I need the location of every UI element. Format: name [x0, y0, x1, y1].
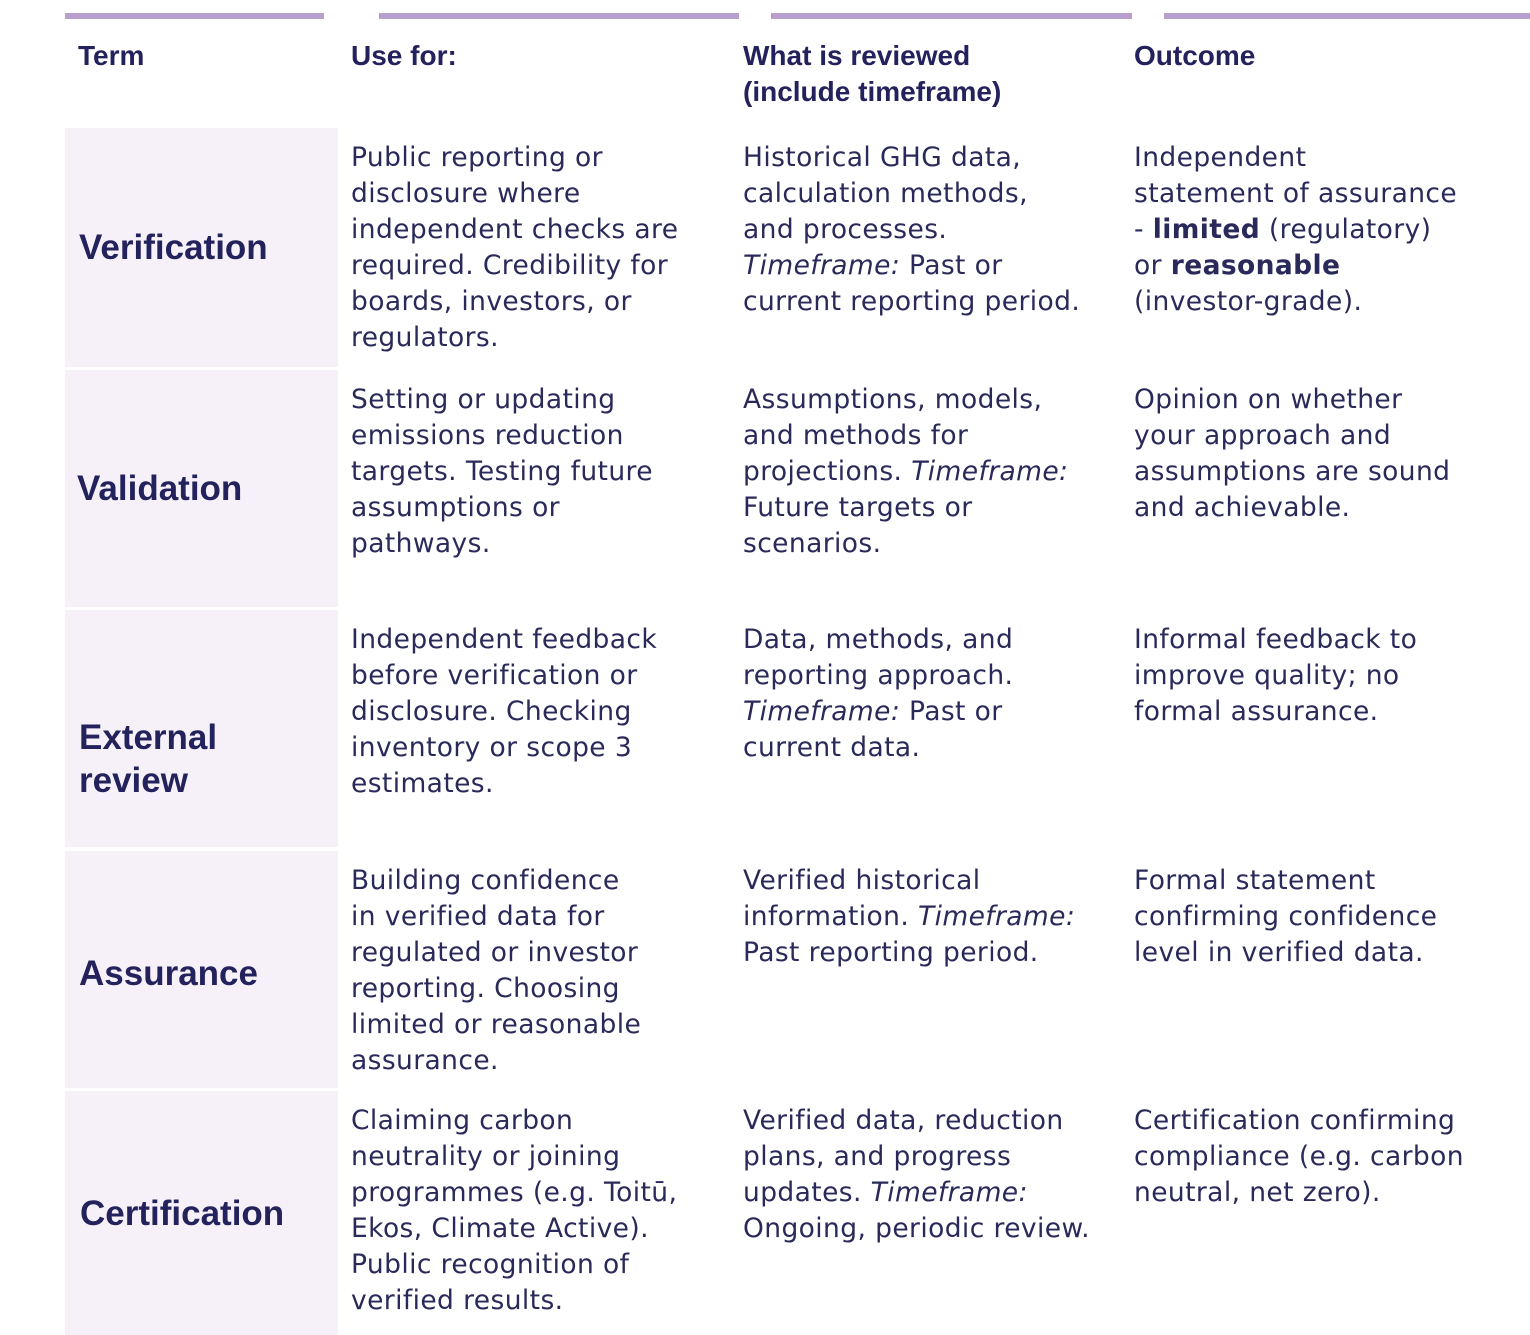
reviewed-cell	[743, 1103, 1123, 1247]
term-cell	[65, 370, 338, 607]
table-row	[0, 128, 1530, 367]
outcome-text: (investor-grade).	[1134, 286, 1363, 317]
term-label: External review	[79, 718, 218, 800]
use-for-cell: Public reporting or disclosure where independent checks are required. Credibility for boards, investors, or regulators.	[351, 142, 679, 353]
header-reviewed: What is reviewed (include timeframe)	[743, 40, 1002, 107]
term-label: Assurance	[79, 954, 258, 993]
column-rule-outcome	[1164, 13, 1530, 19]
outcome-cell	[1134, 140, 1526, 320]
timeframe-label: Timeframe:	[743, 250, 901, 281]
table-row	[0, 610, 1530, 847]
reviewed-text: Verified data, reduction plans, and progress updates.	[743, 1105, 1064, 1208]
timeframe-label: Timeframe:	[911, 456, 1069, 487]
header-outcome: Outcome	[1134, 40, 1256, 71]
reviewed-text: Verified historical information.	[743, 865, 981, 932]
outcome-emphasis-reasonable: reasonable	[1170, 250, 1341, 281]
reviewed-cell	[743, 140, 1123, 320]
term-label: Validation	[77, 469, 243, 508]
outcome-emphasis-limited: limited	[1152, 214, 1261, 245]
table-row	[0, 1091, 1530, 1335]
timeframe-value: Past reporting period.	[743, 937, 1039, 968]
column-rule-reviewed	[771, 13, 1132, 19]
reviewed-text: Data, methods, and reporting approach.	[743, 624, 1014, 691]
timeframe-value: Past or current reporting period.	[743, 250, 1081, 317]
outcome-cell: Opinion on whether your approach and assumptions are sound and achievable.	[1134, 384, 1451, 523]
use-for-cell: Building confidence in verified data for regulated or investor reporting. Choosing limited or reasonable assurance.	[351, 865, 642, 1076]
outcome-cell: Informal feedback to improve quality; no formal assurance.	[1134, 624, 1418, 727]
timeframe-value: Ongoing, periodic review.	[743, 1213, 1090, 1244]
timeframe-label: Timeframe:	[743, 696, 901, 727]
reviewed-text: Historical GHG data, calculation methods, and processes.	[743, 142, 1028, 245]
term-cell	[65, 128, 338, 367]
term-label: Verification	[79, 228, 268, 267]
use-for-cell: Independent feedback before verification or disclosure. Checking inventory or scope 3 estimates.	[351, 624, 658, 799]
reviewed-cell	[743, 863, 1123, 971]
outcome-text: (regulatory) or	[1134, 214, 1432, 281]
timeframe-value: Past or current data.	[743, 696, 1003, 763]
header-use-for: Use for:	[351, 40, 457, 71]
term-label: Certification	[80, 1193, 285, 1233]
outcome-cell: Formal statement confirming confidence level in verified data.	[1134, 865, 1438, 968]
table-row	[0, 851, 1530, 1088]
term-cell	[65, 1091, 338, 1335]
column-rule-use-for	[379, 13, 739, 19]
outcome-cell: Certification confirming compliance (e.g. carbon neutral, net zero).	[1134, 1105, 1464, 1208]
header-term: Term	[78, 40, 145, 71]
use-for-cell: Claiming carbon neutrality or joining programmes (e.g. Toitū, Ekos, Climate Active). Public recognition of verified results.	[351, 1105, 678, 1316]
term-cell	[65, 610, 338, 847]
reviewed-cell	[743, 382, 1123, 562]
timeframe-label: Timeframe:	[918, 901, 1076, 932]
timeframe-value: Future targets or scenarios.	[743, 492, 973, 559]
timeframe-label: Timeframe:	[870, 1177, 1028, 1208]
term-cell	[65, 851, 338, 1088]
column-rule-term	[65, 13, 324, 19]
reviewed-text: Assumptions, models, and methods for projections.	[743, 384, 1043, 487]
outcome-text: Independent statement of assurance -	[1134, 142, 1458, 245]
reviewed-cell	[743, 622, 1123, 766]
table-row	[0, 370, 1530, 607]
use-for-cell: Setting or updating emissions reduction targets. Testing future assumptions or pathways.	[351, 384, 653, 559]
